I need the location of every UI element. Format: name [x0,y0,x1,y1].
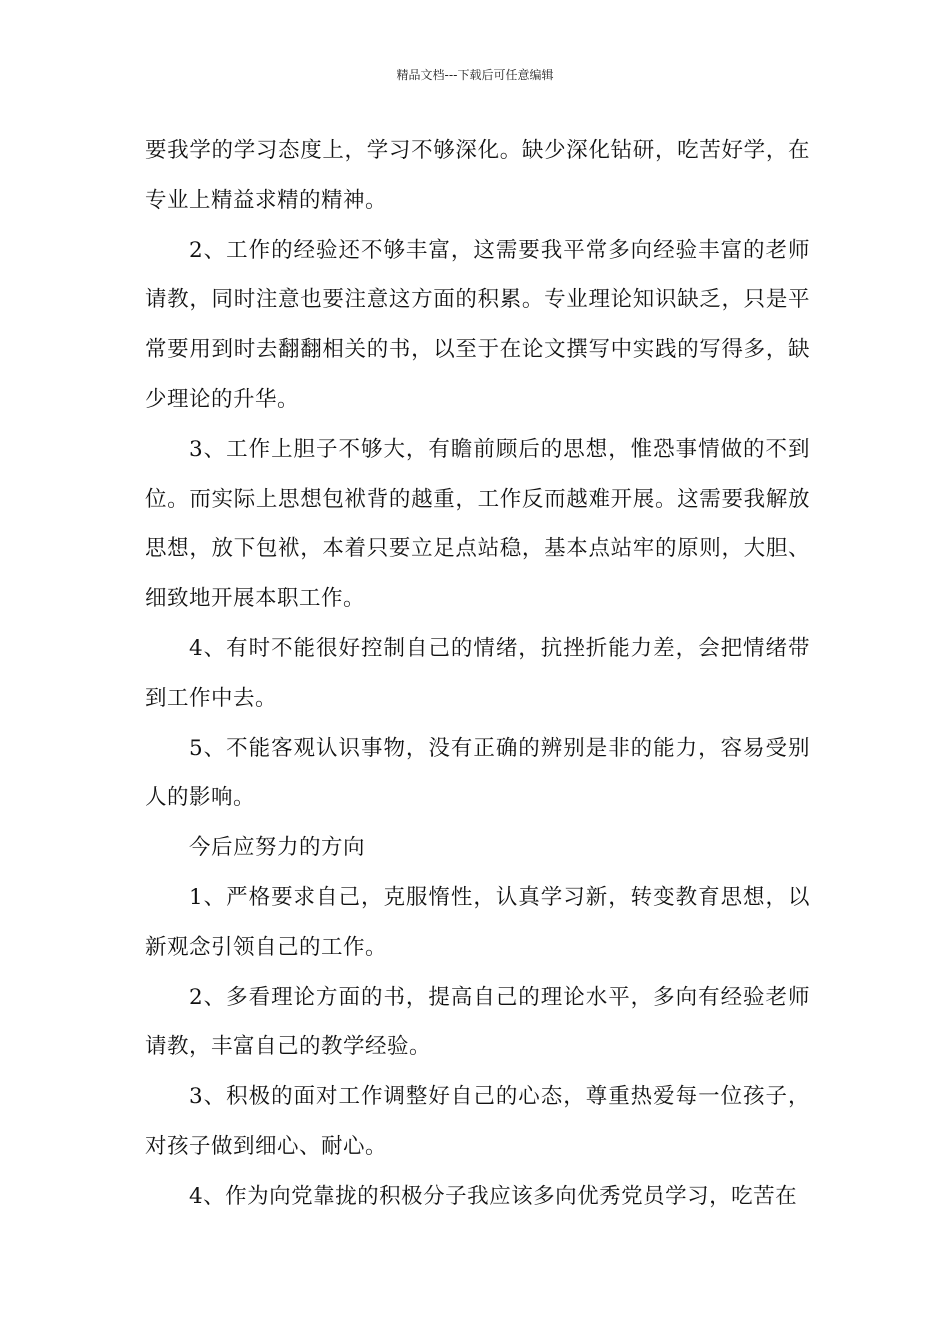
paragraph: 4、有时不能很好控制自己的情绪，抗挫折能力差，会把情绪带到工作中去。 [145,635,810,711]
paragraph: 要我学的学习态度上，学习不够深化。缺少深化钻研，吃苦好学，在专业上精益求精的精神。 [145,138,810,213]
paragraph: 3、积极的面对工作调整好自己的心态，尊重热爱每一位孩子，对孩子做到细心、耐心。 [145,1084,810,1159]
paragraph: 2、多看理论方面的书，提高自己的理论水平，多向有经验老师请教，丰富自己的教学经验。 [145,984,810,1060]
paragraph: 3、工作上胆子不够大，有瞻前顾后的思想，惟恐事情做的不到位。而实际上思想包袱背的越重，工作反而越难开展。这需要我解放思想，放下包袱，本着只要立足点站稳，基本点站牢的原则，大胆、细致地开展本职工作。 [145,436,810,612]
paragraph: 5、不能客观认识事物，没有正确的辨别是非的能力，容易受别人的影响。 [145,735,810,811]
section-heading: 今后应努力的方向 [189,835,366,861]
paragraph: 2、工作的经验还不够丰富，这需要我平常多向经验丰富的老师请教，同时注意也要注意这方面的积累。专业理论知识缺乏，只是平常要用到时去翻翻相关的书，以至于在论文撰写中实践的写得多，缺少理论的升华。 [145,237,810,412]
paragraph: 4、作为向党靠拢的积极分子我应该多向优秀党员学习，吃苦在 [189,1183,798,1209]
page-header: 精品文档---下载后可任意编辑 [396,68,554,82]
document-body [145,126,810,1222]
paragraph: 1、严格要求自己，克服惰性，认真学习新，转变教育思想，以新观念引领自己的工作。 [145,884,810,960]
